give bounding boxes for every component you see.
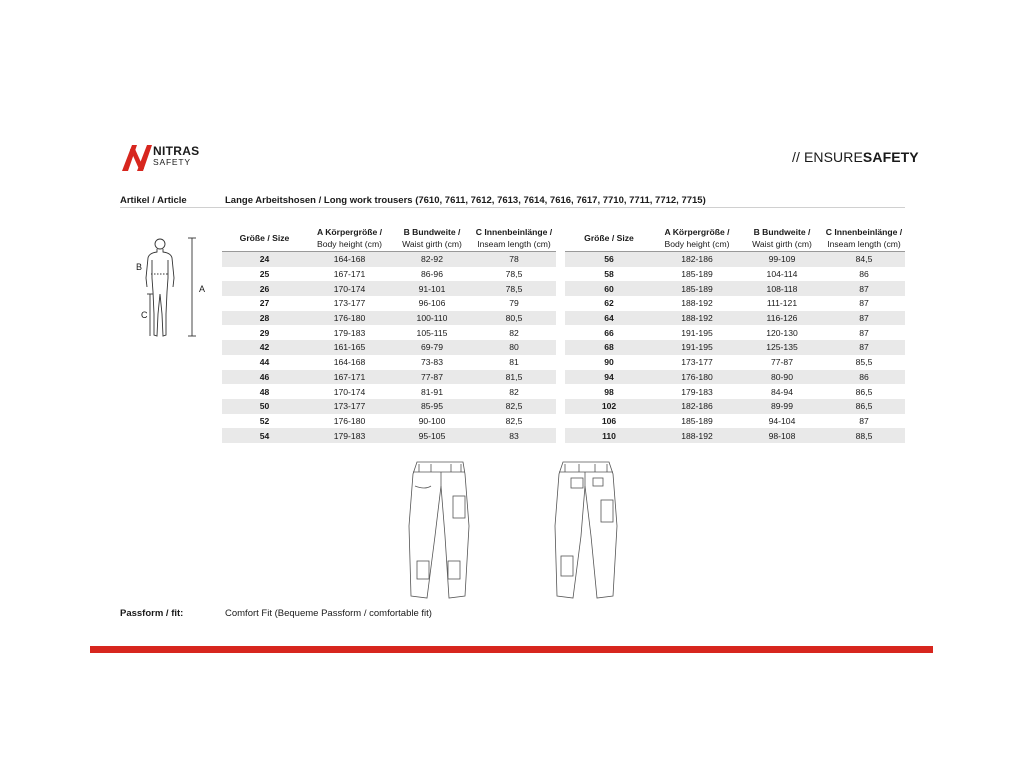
- slogan-bold: SAFETY: [862, 149, 919, 165]
- cell-body-height: 188-192: [653, 428, 741, 443]
- size-table-right: [565, 224, 905, 443]
- cell-size: 54: [222, 428, 307, 443]
- cell-body-height: 188-192: [681, 298, 713, 309]
- cell-inseam-length: 86: [859, 269, 869, 280]
- cell-size: 66: [604, 327, 614, 338]
- cell-body-height: 173-177: [333, 298, 366, 309]
- table-row: [565, 414, 905, 429]
- cell-size: 90: [604, 357, 614, 368]
- cell-inseam-length: 82,5: [505, 415, 523, 426]
- table-row: [565, 311, 905, 326]
- cell-body-height: 167-171: [307, 370, 392, 385]
- cell-waist-girth: 77-87: [771, 357, 793, 368]
- logo-line1: NITRAS: [153, 144, 200, 158]
- table-row: [565, 325, 905, 340]
- cell-size: 25: [259, 269, 270, 280]
- cell-size: 52: [259, 415, 270, 426]
- cell-inseam-length: 82: [509, 327, 519, 338]
- cell-size: 27: [259, 298, 270, 309]
- cell-inseam-length: 79: [509, 298, 519, 309]
- cell-waist-girth: 125-135: [741, 340, 823, 355]
- cell-body-height: 176-180: [333, 415, 366, 426]
- cell-body-height: 170-174: [333, 386, 366, 397]
- cell-size: 94: [565, 370, 653, 385]
- cell-size: 62: [604, 298, 614, 309]
- cell-waist-girth: 95-105: [392, 428, 472, 443]
- fit-label: Passform / fit:: [120, 608, 184, 619]
- article-value: Lange Arbeitshosen / Long work trousers (7610, 7611, 7612, 7613, 7614, 7616, 7617, 7710, 7711, 7712, 7715): [225, 195, 706, 206]
- cell-body-height: 167-171: [333, 269, 366, 280]
- table-row: [565, 370, 905, 385]
- cell-inseam-length: 87: [823, 281, 905, 296]
- cell-inseam-length: 87: [859, 415, 869, 426]
- cell-size: 42: [222, 340, 307, 355]
- table-row: [222, 370, 556, 385]
- cell-inseam-length: 78,5: [505, 269, 523, 280]
- cell-size: 46: [222, 370, 307, 385]
- cell-body-height: 179-183: [333, 327, 366, 338]
- cell-waist-girth: 84-94: [771, 386, 793, 397]
- cell-waist-girth: 69-79: [392, 340, 472, 355]
- size-table-left: [222, 224, 556, 443]
- cell-inseam-length: 78,5: [472, 281, 556, 296]
- figure-label-b: B: [136, 262, 143, 272]
- table-row: [222, 296, 556, 311]
- cell-size: 110: [565, 428, 653, 443]
- cell-body-height: 176-180: [653, 370, 741, 385]
- table-row: [565, 340, 905, 355]
- cell-waist-girth: 86-96: [421, 269, 443, 280]
- cell-inseam-length: 80: [472, 340, 556, 355]
- table-row: [565, 399, 905, 414]
- cell-body-height: 185-189: [681, 269, 713, 280]
- cell-body-height: 185-189: [653, 281, 741, 296]
- cell-size: 60: [565, 281, 653, 296]
- cell-body-height: 164-168: [307, 252, 392, 267]
- figure-label-c: C: [141, 310, 148, 320]
- table-row: [222, 399, 556, 414]
- cell-waist-girth: 105-115: [416, 327, 448, 338]
- cell-waist-girth: 82-92: [392, 252, 472, 267]
- table-row: [222, 267, 556, 282]
- cell-waist-girth: 116-126: [741, 311, 823, 326]
- cell-size: 98: [604, 386, 614, 397]
- table-row: [222, 311, 556, 326]
- table-row: [565, 281, 905, 296]
- table-row: [222, 281, 556, 296]
- table-header-row: [222, 224, 556, 252]
- slogan-prefix: // ENSURE: [792, 149, 863, 165]
- cell-inseam-length: 82: [509, 386, 519, 397]
- cell-inseam-length: 84,5: [823, 252, 905, 267]
- header-waist-girth: B Bundweite / Waist girth (cm): [392, 224, 472, 252]
- cell-inseam-length: 88,5: [823, 428, 905, 443]
- cell-inseam-length: 87: [859, 298, 869, 309]
- cell-size: 26: [222, 281, 307, 296]
- cell-waist-girth: 108-118: [741, 281, 823, 296]
- cell-waist-girth: 120-130: [766, 327, 798, 338]
- cell-body-height: 164-168: [333, 357, 366, 368]
- figure-label-a: A: [199, 284, 206, 294]
- cell-inseam-length: 83: [472, 428, 556, 443]
- header-inseam-length: C Innenbeinlänge / Inseam length (cm): [823, 224, 905, 252]
- cell-inseam-length: 87: [859, 327, 869, 338]
- logo-wordmark: [153, 146, 199, 168]
- cell-inseam-length: 86,5: [823, 399, 905, 414]
- cell-waist-girth: 98-108: [741, 428, 823, 443]
- logo-line2: SAFETY: [153, 157, 191, 167]
- cell-body-height: 179-183: [307, 428, 392, 443]
- cell-size: 58: [604, 269, 614, 280]
- footer-accent-bar: [90, 646, 933, 653]
- table-row: [565, 384, 905, 399]
- table-row: [222, 414, 556, 429]
- cell-body-height: 188-192: [653, 311, 741, 326]
- cell-body-height: 191-195: [653, 340, 741, 355]
- cell-waist-girth: 111-121: [766, 298, 798, 309]
- slogan: [792, 149, 919, 165]
- cell-inseam-length: 81: [509, 357, 519, 368]
- header-waist-girth: B Bundweite / Waist girth (cm): [741, 224, 823, 252]
- cell-waist-girth: 100-110: [392, 311, 472, 326]
- cell-size: 44: [259, 357, 270, 368]
- cell-body-height: 161-165: [307, 340, 392, 355]
- cell-waist-girth: 85-95: [392, 399, 472, 414]
- cell-waist-girth: 99-109: [741, 252, 823, 267]
- cell-waist-girth: 91-101: [392, 281, 472, 296]
- cell-size: 28: [222, 311, 307, 326]
- cell-size: 56: [565, 252, 653, 267]
- cell-inseam-length: 78: [472, 252, 556, 267]
- trousers-front-icon: [409, 462, 469, 598]
- cell-size: 29: [259, 327, 270, 338]
- table-row: [565, 428, 905, 443]
- header-body-height: A Körpergröße / Body height (cm): [307, 224, 392, 252]
- cell-waist-girth: 77-87: [392, 370, 472, 385]
- fit-value: Comfort Fit (Bequeme Passform / comfortable fit): [225, 608, 432, 619]
- size-table-right-body: [565, 252, 905, 443]
- cell-inseam-length: 80,5: [472, 311, 556, 326]
- cell-waist-girth: 96-106: [418, 298, 446, 309]
- table-row: [222, 340, 556, 355]
- table-row: [222, 384, 556, 399]
- cell-size: 68: [565, 340, 653, 355]
- cell-body-height: 191-195: [681, 327, 713, 338]
- cell-body-height: 179-183: [681, 386, 713, 397]
- cell-waist-girth: 90-100: [418, 415, 446, 426]
- cell-inseam-length: 82,5: [472, 399, 556, 414]
- cell-body-height: 173-177: [307, 399, 392, 414]
- cell-inseam-length: 85,5: [855, 357, 873, 368]
- cell-size: 106: [601, 415, 617, 426]
- table-row: [565, 296, 905, 311]
- header-size: Größe / Size: [222, 224, 307, 252]
- cell-size: 64: [565, 311, 653, 326]
- cell-size: 102: [565, 399, 653, 414]
- header-inseam-length: C Innenbeinlänge / Inseam length (cm): [472, 224, 556, 252]
- divider: [120, 207, 905, 208]
- header-body-height: A Körpergröße / Body height (cm): [653, 224, 741, 252]
- table-row: [222, 428, 556, 443]
- cell-inseam-length: 87: [823, 311, 905, 326]
- table-header-row: [565, 224, 905, 252]
- cell-size: 50: [222, 399, 307, 414]
- article-label: Artikel / Article: [120, 195, 187, 206]
- cell-body-height: 173-177: [681, 357, 713, 368]
- trousers-back-icon: [555, 462, 617, 598]
- table-row: [222, 355, 556, 370]
- cell-body-height: 185-189: [681, 415, 713, 426]
- cell-waist-girth: 81-91: [421, 386, 443, 397]
- table-row: [565, 267, 905, 282]
- cell-inseam-length: 86,5: [855, 386, 873, 397]
- cell-waist-girth: 80-90: [741, 370, 823, 385]
- cell-waist-girth: 89-99: [741, 399, 823, 414]
- table-row: [222, 325, 556, 340]
- cell-size: 48: [259, 386, 270, 397]
- header-size: Größe / Size: [565, 224, 653, 252]
- cell-inseam-length: 86: [823, 370, 905, 385]
- table-row: [565, 252, 905, 267]
- cell-waist-girth: 73-83: [421, 357, 443, 368]
- cell-body-height: 170-174: [307, 281, 392, 296]
- cell-inseam-length: 81,5: [472, 370, 556, 385]
- cell-waist-girth: 94-104: [768, 415, 796, 426]
- cell-inseam-length: 87: [823, 340, 905, 355]
- cell-body-height: 182-186: [653, 399, 741, 414]
- trousers-icon: [395, 456, 635, 606]
- cell-body-height: 176-180: [307, 311, 392, 326]
- cell-size: 24: [222, 252, 307, 267]
- table-row: [222, 252, 556, 267]
- table-row: [565, 355, 905, 370]
- cell-waist-girth: 104-114: [766, 269, 798, 280]
- cell-body-height: 182-186: [653, 252, 741, 267]
- size-table-left-body: [222, 252, 556, 443]
